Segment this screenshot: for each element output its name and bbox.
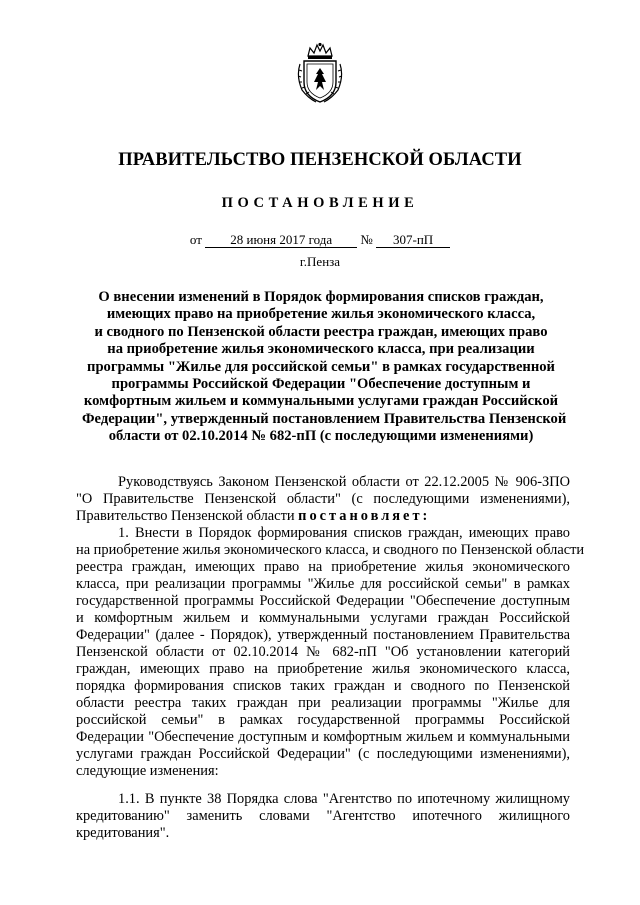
body-line: услугами граждан Российской Федерации" (с последующими изменениями), [76,746,570,762]
heading-line: и сводного по Пензенской области реестра граждан, имеющих право [94,323,548,340]
heading-line: на приобретение жилья экономического класса, при реализации [107,341,535,358]
document-heading [82,289,567,446]
coat-of-arms-emblem [296,42,344,104]
heading-line: программы "Жилье для российской семьи" в рамках государственной [87,358,555,375]
heading-line: области от 02.10.2014 № 682-пП (с последующими изменениями) [108,428,534,445]
document-number: 307-пП [376,232,450,248]
body-line: государственной программы Российской Федерации "Обеспечение доступным [76,593,570,609]
body-line: российской семьи" в рамках государственной программы Российской [76,712,570,728]
body-line-lead: Правительство Пензенской области [76,508,295,524]
government-title: ПРАВИТЕЛЬСТВО ПЕНЗЕНСКОЙ ОБЛАСТИ [118,150,522,170]
resolves-word: постановляет: [298,508,431,524]
document-date: 28 июня 2017 года [205,232,357,248]
heading-line: имеющих право на приобретение жилья экономического класса, [106,306,536,323]
body-line: кредитования". [76,825,170,841]
heading-line: Федерации", утвержденный постановлением Правительства Пензенской [82,410,567,427]
body-line: Федерации" (далее - Порядок), утвержденный постановлением Правительства [76,627,570,643]
heading-line: О внесении изменений в Порядок формирования списков граждан, [98,289,544,305]
body-line: "О Правительстве Пензенской области" (с последующими изменениями), [76,491,570,507]
body-line: граждан, имеющих право на приобретение жилья экономического класса, [76,661,570,677]
body-line: следующие изменения: [76,763,219,779]
body-line: и комфортным жильем и коммунальными услугами граждан Российской [76,610,570,626]
body-line: порядка формирования списков таких граждан и сводного по Пензенской [76,678,570,694]
city-name: г.Пенза [299,254,341,269]
body-line: Федерации "Обеспечение доступным и комфортным жильем и коммунальными [76,729,570,745]
body-line: класса, при реализации программы "Жилье для российской семьи" в рамках [76,576,570,592]
heading-line: комфортным жильем и коммунальными услугами граждан Российской [83,393,559,410]
heading-line: программы Российской Федерации "Обеспечение доступным и [111,376,531,393]
body-line: 1. Внести в Порядок формирования списков граждан, имеющих право [118,525,570,541]
date-from-label: от [189,232,202,247]
number-label: № [360,232,373,247]
body-line: на приобретение жилья экономического класса, и сводного по Пензенской области [76,542,585,558]
body-line: Руководствуясь Законом Пензенской области от 22.12.2005 № 906-ЗПО [118,474,570,490]
body-line: реестра граждан, имеющих право на приобретение жилья экономического [76,559,570,575]
body-line: области реестра таких граждан при реализации программы "Жилье для [76,695,570,711]
date-number-line [0,232,640,248]
body-line: Пензенской области от 02.10.2014 № 682-пП "Об установлении категорий [76,644,570,660]
document-type: ПОСТАНОВЛЕНИЕ [221,195,419,211]
body-line: 1.1. В пункте 38 Порядка слова "Агентство по ипотечному жилищному [118,791,570,807]
body-line [76,508,570,525]
body-line: кредитованию" заменить словами "Агентство ипотечного жилищного [76,808,570,824]
